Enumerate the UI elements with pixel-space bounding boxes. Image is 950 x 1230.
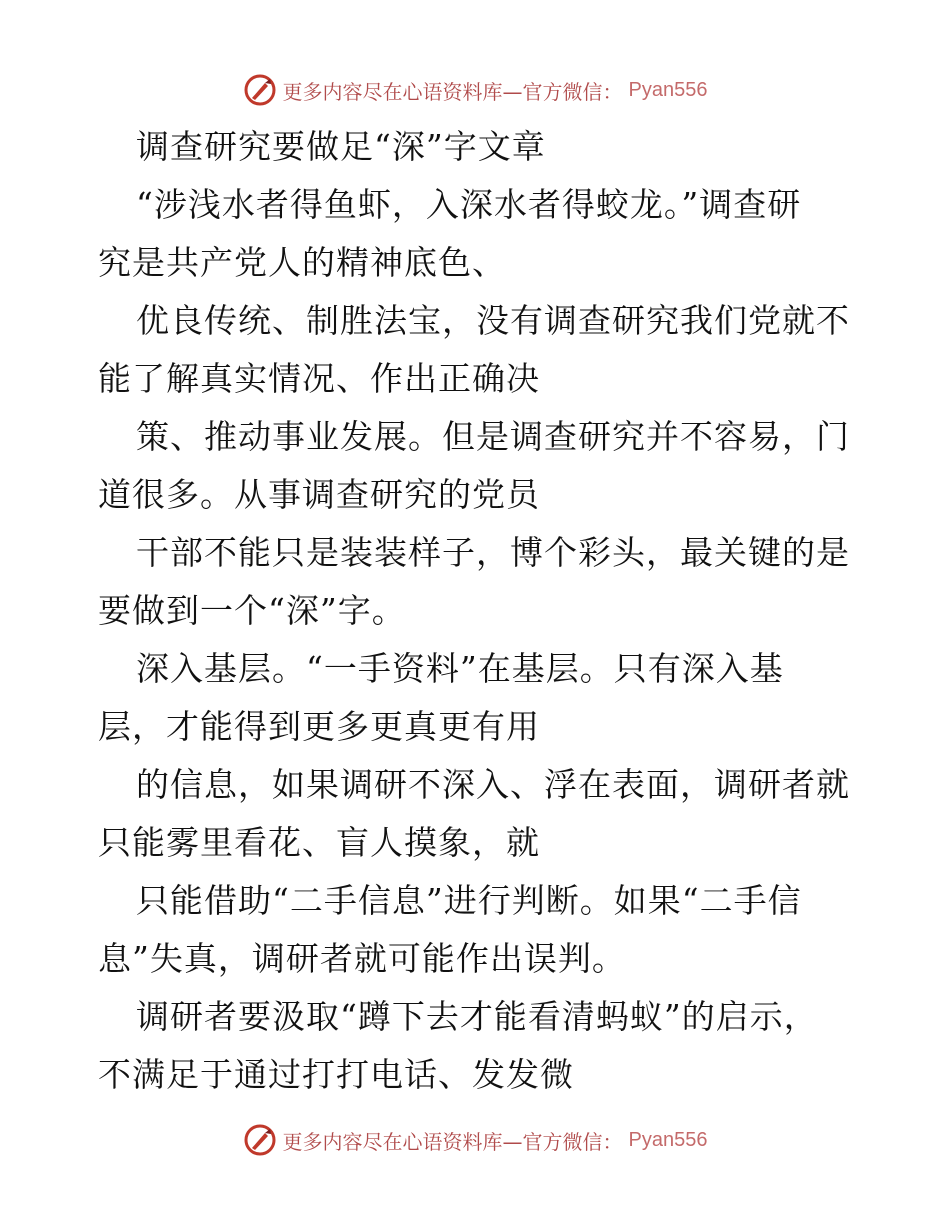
paragraph-line: 能了解真实情况、作出正确决 (98, 359, 540, 398)
pen-nib-logo-icon (243, 1123, 277, 1157)
paragraph-line: 优良传统、制胜法宝，没有调查研究我们党就不 (136, 301, 850, 340)
paragraph-line: 息”失真，调研者就可能作出误判。 (98, 939, 626, 978)
header-banner (0, 70, 950, 110)
paragraph-line: 层，才能得到更多更真更有用 (98, 707, 540, 746)
banner-text: 更多内容尽在心语资料库—官方微信： (282, 1129, 623, 1154)
footer-banner (0, 1120, 950, 1160)
paragraph-line: 要做到一个“深”字。 (98, 591, 406, 630)
paragraph-line: 深入基层。“一手资料”在基层。只有深入基 (136, 649, 784, 688)
paragraph-line: 调研者要汲取“蹲下去才能看清蚂蚁”的启示， (136, 997, 818, 1036)
document-body (98, 118, 858, 1104)
paragraph-line: 的信息，如果调研不深入、浮在表面，调研者就 (136, 765, 850, 804)
paragraph-line: “涉浅水者得鱼虾，入深水者得蛟龙。”调查研 (136, 185, 802, 224)
paragraph-line: 究是共产党人的精神底色、 (98, 243, 506, 282)
banner-wechat-id: Pyan556 (628, 78, 708, 101)
paragraph-line: 道很多。从事调查研究的党员 (98, 475, 540, 514)
paragraph-line: 干部不能只是装装样子，博个彩头，最关键的是 (136, 533, 850, 572)
banner-wechat-id: Pyan556 (628, 1128, 708, 1151)
banner-text: 更多内容尽在心语资料库—官方微信： (282, 79, 623, 104)
paragraph-line: 不满足于通过打打电话、发发微 (98, 1055, 574, 1094)
pen-nib-logo-icon (243, 73, 277, 107)
document-title: 调查研究要做足“深”字文章 (136, 127, 546, 166)
paragraph-line: 只能借助“二手信息”进行判断。如果“二手信 (136, 881, 802, 920)
paragraph-line: 只能雾里看花、盲人摸象，就 (98, 823, 540, 862)
paragraph-line: 策、推动事业发展。但是调查研究并不容易，门 (136, 417, 850, 456)
